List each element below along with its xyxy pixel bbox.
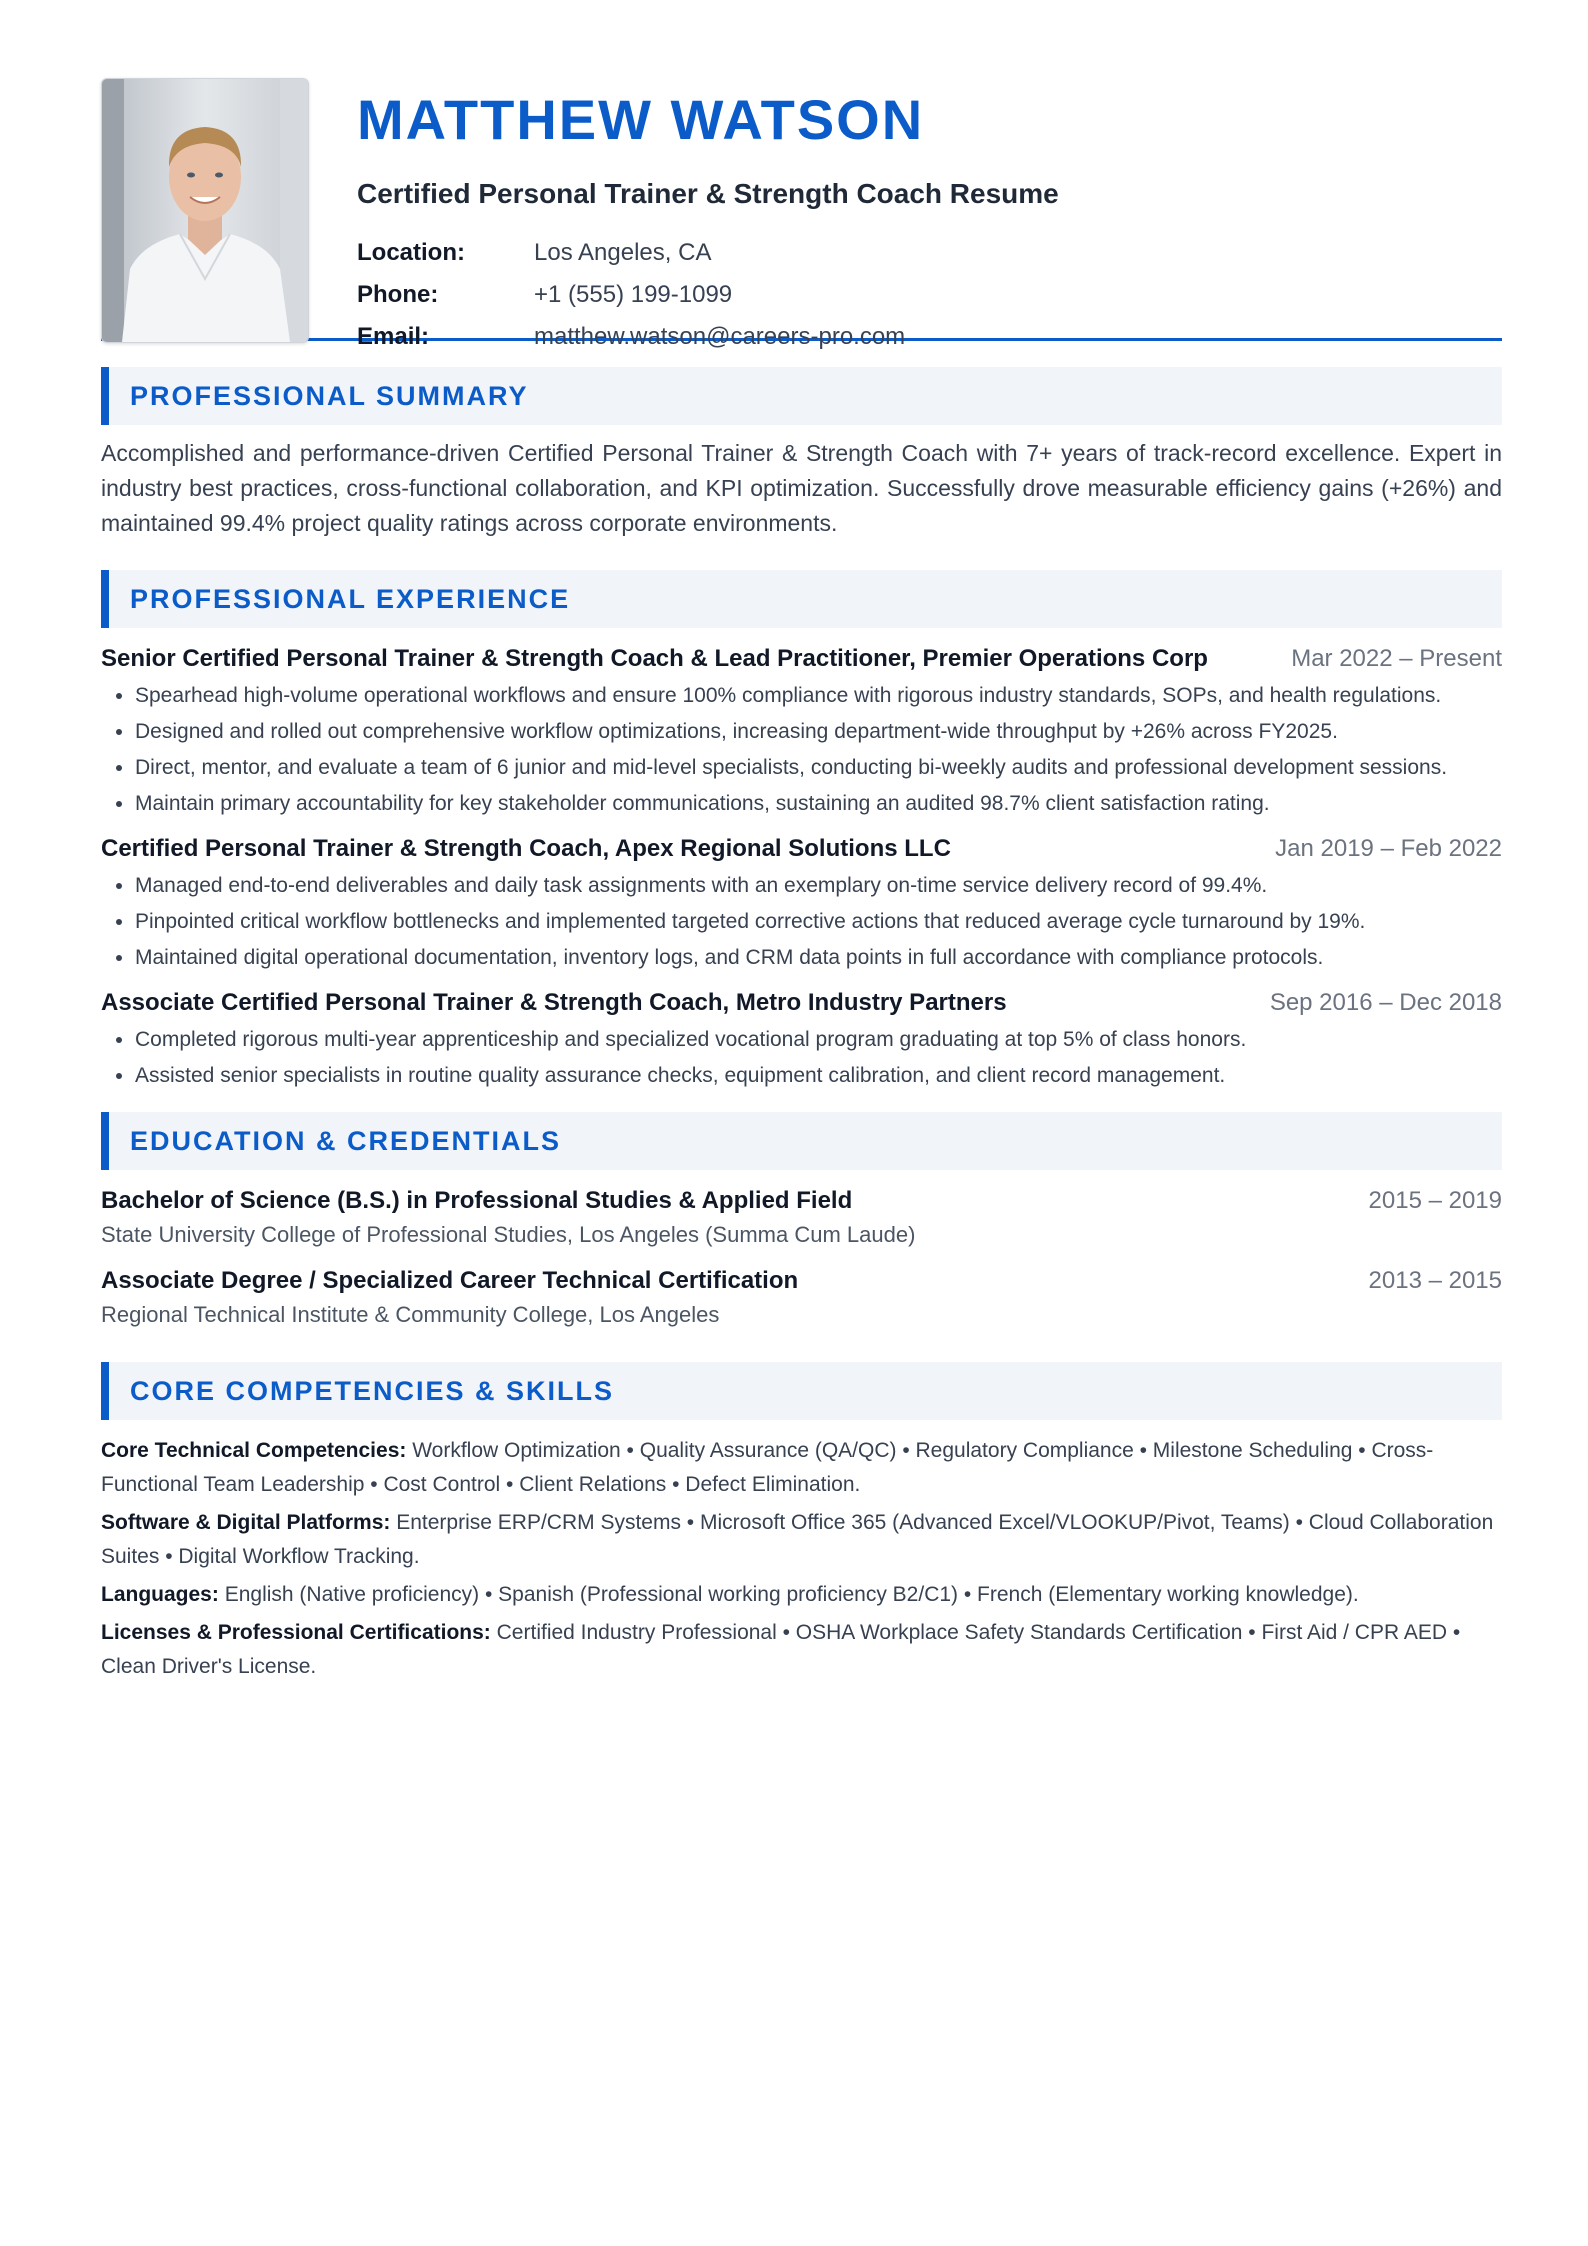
job-date: Sep 2016 – Dec 2018: [1269, 989, 1502, 1016]
job-title: Associate Certified Personal Trainer & Strength Coach, Metro Industry Partners: [101, 989, 1007, 1016]
skill-text: English (Native proficiency) • Spanish (Professional working proficiency B2/C1) • French (Elementary working knowledge).: [224, 1583, 1359, 1606]
section-header: [101, 570, 1502, 628]
experience-section: [101, 570, 1502, 1092]
skill-label: Software & Digital Platforms:: [101, 1511, 391, 1534]
education-section: [101, 1112, 1502, 1332]
contact-phone: [357, 274, 1059, 316]
education-entry: [101, 1264, 1502, 1332]
job-date: Mar 2022 – Present: [1291, 645, 1502, 672]
summary-section: [101, 367, 1502, 541]
job-date: Jan 2019 – Feb 2022: [1275, 835, 1502, 862]
education-header: [101, 1264, 1502, 1298]
bullet-item: • Pinpointed critical workflow bottlenecks and implemented targeted corrective actions that reduced average cycle turnaround by 19%.: [135, 906, 1502, 938]
education-date: 2013 – 2015: [1368, 1267, 1502, 1294]
skill-label: Languages:: [101, 1583, 219, 1606]
contact-label: Phone:: [357, 281, 439, 308]
degree-title: Bachelor of Science (B.S.) in Professional Studies & Applied Field: [101, 1187, 853, 1214]
section-header: [101, 1112, 1502, 1170]
contact-email: [357, 316, 1059, 358]
job-bullets: [101, 1024, 1502, 1092]
job-header: [101, 832, 1502, 866]
bullet-item: • Maintained digital operational documentation, inventory logs, and CRM data points in full accordance with compliance protocols.: [135, 942, 1502, 974]
summary-text: Accomplished and performance-driven Certified Personal Trainer & Strength Coach with 7+ years of track-record excellence. Expert in industry best practices, cross-functional collaboration, and KPI optimization. Successfully drove measurable efficiency gains (+26%) and maintained 99.4% project quality ratings across corporate environments.: [101, 440, 1502, 536]
bullet-item: • Completed rigorous multi-year apprenticeship and specialized vocational program graduating at top 5% of class honors.: [135, 1024, 1502, 1056]
skill-text: Enterprise ERP/CRM Systems • Microsoft Office 365 (Advanced Excel/VLOOKUP/Pivot, Teams) • Cloud Collaboration Suites • Digital Workflow Tracking.: [101, 1511, 1494, 1568]
bullet-item: • Assisted senior specialists in routine quality assurance checks, equipment calibration, and client record management.: [135, 1060, 1502, 1092]
skill-label: Core Technical Competencies:: [101, 1439, 407, 1462]
candidate-name: MATTHEW WATSON: [357, 88, 925, 151]
contact-value: Los Angeles, CA: [534, 239, 712, 266]
skills-list: [101, 1434, 1502, 1684]
profile-photo: [101, 78, 309, 343]
job-title: Senior Certified Personal Trainer & Strength Coach & Lead Practitioner, Premier Operations Corp: [101, 645, 1208, 672]
contact-value: +1 (555) 199-1099: [534, 281, 733, 308]
skill-row: [101, 1578, 1502, 1612]
contact-label: Location:: [357, 239, 465, 266]
bullet-item: • Managed end-to-end deliverables and daily task assignments with an exemplary on-time service delivery record of 99.4%.: [135, 870, 1502, 902]
resume-header: [101, 78, 1502, 350]
section-header: [101, 1362, 1502, 1420]
contact-block: [357, 232, 1059, 358]
school-name: State University College of Professional Studies, Los Angeles (Summa Cum Laude): [101, 1222, 916, 1247]
section-title: CORE COMPETENCIES & SKILLS: [130, 1375, 615, 1406]
job-title: Certified Personal Trainer & Strength Coach, Apex Regional Solutions LLC: [101, 835, 951, 862]
header-info: [357, 78, 1059, 358]
section-header: [101, 367, 1502, 425]
degree-title: Associate Degree / Specialized Career Technical Certification: [101, 1267, 799, 1294]
contact-label: Email:: [357, 323, 430, 350]
contact-value: matthew.watson@careers-pro.com: [534, 323, 906, 350]
job-header: [101, 642, 1502, 676]
bullet-item: • Direct, mentor, and evaluate a team of 6 junior and mid-level specialists, conducting bi-weekly audits and professional development sessions.: [135, 752, 1502, 784]
job-entry: [101, 832, 1502, 974]
skill-row: [101, 1434, 1502, 1502]
skill-row: [101, 1616, 1502, 1684]
skill-row: [101, 1506, 1502, 1574]
section-title: EDUCATION & CREDENTIALS: [130, 1125, 562, 1156]
bullet-item: • Designed and rolled out comprehensive workflow optimizations, increasing department-wide throughput by +26% across FY2025.: [135, 716, 1502, 748]
school-name: Regional Technical Institute & Community College, Los Angeles: [101, 1302, 720, 1327]
skill-text: Workflow Optimization • Quality Assurance (QA/QC) • Regulatory Compliance • Milestone Scheduling • Cross-Functional Team Leadership • Cost Control • Client Relations • Defect Elimination.: [101, 1439, 1434, 1496]
skills-section: [101, 1362, 1502, 1684]
education-header: [101, 1184, 1502, 1218]
resume-subtitle: Certified Personal Trainer & Strength Coach Resume: [357, 178, 1059, 209]
job-bullets: [101, 680, 1502, 820]
job-bullets: [101, 870, 1502, 974]
skill-text: Certified Industry Professional • OSHA Workplace Safety Standards Certification • First Aid / CPR AED • Clean Driver's License.: [101, 1621, 1461, 1678]
education-entry: [101, 1184, 1502, 1252]
contact-location: [357, 232, 1059, 274]
section-title: PROFESSIONAL EXPERIENCE: [130, 583, 571, 614]
job-entry: [101, 642, 1502, 820]
section-title: PROFESSIONAL SUMMARY: [130, 380, 529, 411]
bullet-item: • Maintain primary accountability for key stakeholder communications, sustaining an audited 98.7% client satisfaction rating.: [135, 788, 1502, 820]
bullet-item: • Spearhead high-volume operational workflows and ensure 100% compliance with rigorous industry standards, SOPs, and health regulations.: [135, 680, 1502, 712]
education-date: 2015 – 2019: [1368, 1187, 1502, 1214]
skill-label: Licenses & Professional Certifications:: [101, 1621, 491, 1644]
job-entry: [101, 986, 1502, 1092]
job-header: [101, 986, 1502, 1020]
